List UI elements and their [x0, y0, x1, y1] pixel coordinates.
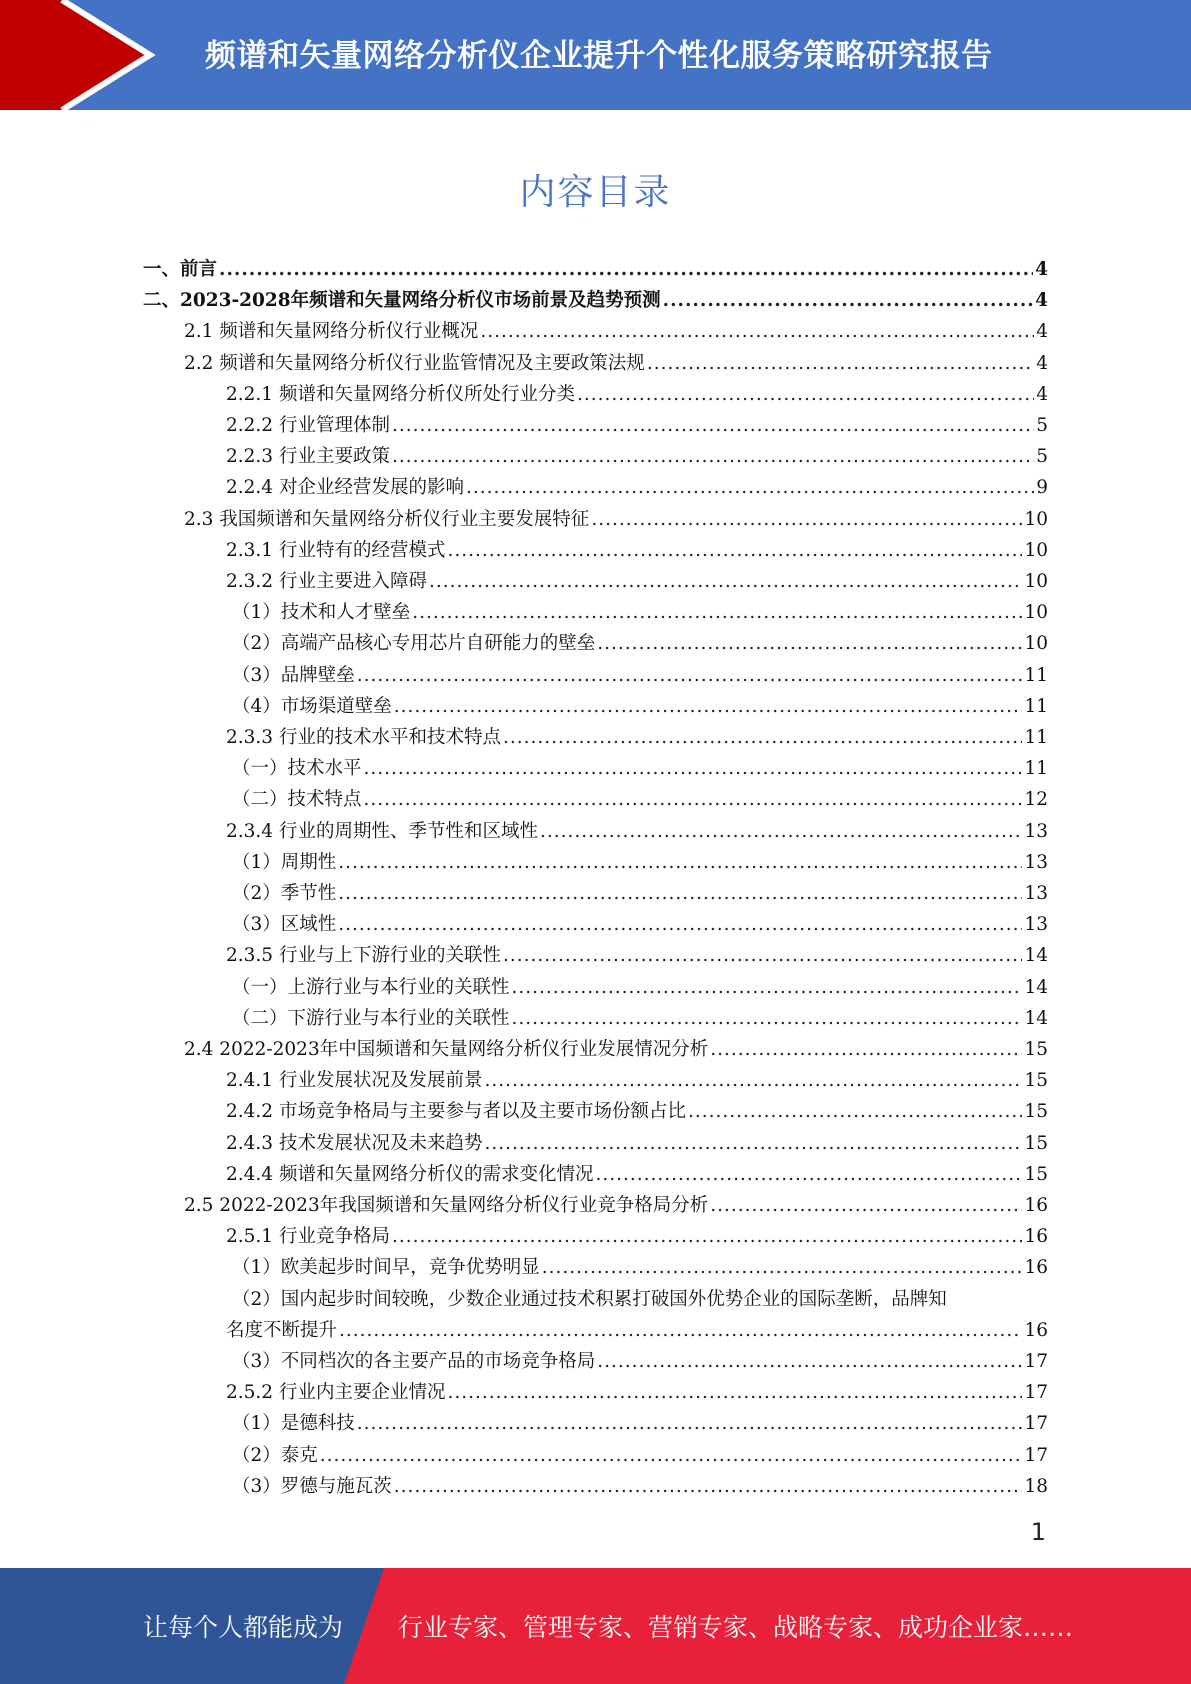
toc-page-number: 4: [1035, 290, 1048, 312]
toc-entry-text: 2.4.3 技术发展状况及未来趋势: [226, 1132, 483, 1154]
toc-dot-leader: [364, 753, 1023, 784]
toc-entry-text: 2.2.4 对企业经营发展的影响: [226, 477, 464, 499]
toc-dot-leader: [219, 254, 1033, 285]
toc-page-number: 9: [1036, 477, 1048, 499]
toc-dot-leader: [597, 628, 1022, 659]
toc-dot-leader: [663, 285, 1033, 316]
toc-dot-leader: [577, 379, 1034, 410]
toc-entry[interactable]: [226, 566, 1048, 597]
toc-page-number: 15: [1024, 1070, 1048, 1092]
toc-entry-text: （一）上游行业与本行业的关联性: [232, 976, 510, 998]
toc-dot-leader: [710, 1034, 1022, 1065]
toc-page-number: 14: [1024, 1007, 1048, 1029]
toc-entry-text: 2.1 频谱和矢量网络分析仪行业概况: [184, 321, 479, 343]
toc-entry-text: （2）国内起步时间较晚，少数企业通过技术积累打破国外优势企业的国际垄断，品牌知: [232, 1288, 947, 1310]
toc-page-number: 5: [1036, 415, 1048, 436]
toc-entry-text: （3）不同档次的各主要产品的市场竞争格局: [232, 1351, 596, 1372]
toc-entry-text: 二、2023-2028年频谱和矢量网络分析仪市场前景及趋势预测: [143, 290, 661, 312]
toc-entry[interactable]: [232, 972, 1048, 1003]
toc-page-number: 11: [1024, 695, 1048, 717]
toc-dot-leader: [480, 316, 1034, 347]
toc-page-number: 15: [1024, 1132, 1048, 1154]
toc-entry-text: （1）欧美起步时间早，竞争优势明显: [232, 1257, 540, 1279]
toc-dot-leader: [364, 784, 1023, 815]
toc-dot-leader: [447, 1377, 1022, 1408]
toc-entry-text: 2.4 2022-2023年中国频谱和矢量网络分析仪行业发展情况分析: [184, 1039, 709, 1060]
toc-page-number: 11: [1024, 727, 1048, 748]
toc-page-number: 4: [1036, 321, 1048, 343]
toc-page-number: 13: [1024, 883, 1048, 904]
toc-entry-text: 2.3.3 行业的技术水平和技术特点: [226, 727, 501, 748]
toc-page-number: 18: [1024, 1475, 1048, 1497]
toc-dot-leader: [595, 1159, 1022, 1190]
toc-dot-leader: [540, 816, 1022, 847]
toc-entry-text: 2.2.2 行业管理体制: [226, 415, 390, 436]
toc-entry-text: （2）季节性: [232, 883, 337, 904]
page-number: 1: [1030, 1518, 1046, 1546]
toc-page-number: 15: [1024, 1039, 1048, 1060]
toc-dot-leader: [647, 348, 1034, 379]
toc-page-number: 16: [1024, 1257, 1048, 1279]
toc-entry[interactable]: [226, 472, 1048, 503]
toc-dot-leader: [688, 1096, 1022, 1127]
toc-dot-leader: [512, 972, 1023, 1003]
header-bar: [0, 0, 1191, 110]
toc-page-number: 4: [1035, 259, 1048, 280]
toc-entry-text: 2.4.4 频谱和矢量网络分析仪的需求变化情况: [226, 1163, 594, 1185]
toc-dot-leader: [392, 410, 1034, 441]
toc-dot-leader: [710, 1190, 1022, 1221]
toc-page-number: 10: [1024, 602, 1048, 624]
toc-entry-text: 2.5 2022-2023年我国频谱和矢量网络分析仪行业竞争格局分析: [184, 1195, 709, 1216]
toc-entry[interactable]: [184, 1034, 1048, 1065]
toc-entry[interactable]: [226, 1315, 1048, 1346]
toc-dot-leader: [357, 1408, 1023, 1439]
toc-entry[interactable]: [226, 1159, 1048, 1190]
toc-page-number: 10: [1024, 539, 1048, 561]
toc-entry[interactable]: [232, 784, 1048, 815]
toc-dot-leader: [339, 1315, 1022, 1346]
toc-page-number: 15: [1024, 1101, 1048, 1123]
toc-entry-text: （1）技术和人才壁垒: [232, 602, 411, 624]
toc-dot-leader: [392, 441, 1034, 472]
toc-page-number: 17: [1024, 1351, 1048, 1372]
toc-dot-leader: [394, 1471, 1023, 1502]
toc-entry[interactable]: [226, 1128, 1048, 1159]
toc-entry-text: 2.4.2 市场竞争格局与主要参与者以及主要市场份额占比: [226, 1101, 686, 1123]
toc-entry[interactable]: [226, 940, 1048, 971]
toc-entry[interactable]: [226, 1065, 1048, 1096]
toc-page-number: 11: [1024, 758, 1048, 780]
toc-page-number: 17: [1024, 1444, 1048, 1466]
toc-entry[interactable]: [226, 722, 1048, 753]
toc-dot-leader: [338, 878, 1022, 909]
report-title: 频谱和矢量网络分析仪企业提升个性化服务策略研究报告: [205, 38, 993, 74]
toc-dot-leader: [338, 909, 1022, 940]
toc-page-number: 15: [1024, 1163, 1048, 1185]
toc-dot-leader: [484, 1065, 1022, 1096]
toc-page-number: 10: [1024, 571, 1048, 592]
toc-entry[interactable]: [226, 1377, 1048, 1408]
toc-entry[interactable]: [232, 1346, 1048, 1377]
toc-entry-text: （3）罗德与施瓦茨: [232, 1475, 392, 1497]
toc-entry-text: （4）市场渠道壁垒: [232, 695, 392, 717]
toc-entry[interactable]: [226, 1221, 1048, 1252]
footer-slogan-left: 让每个人都能成为: [143, 1613, 344, 1642]
toc-entry-text: 2.2 频谱和矢量网络分析仪行业监管情况及主要政策法规: [184, 352, 645, 374]
toc-page-number: 14: [1024, 976, 1048, 998]
toc-entry[interactable]: [226, 535, 1048, 566]
toc-dot-leader: [503, 722, 1022, 753]
toc-page-number: 16: [1024, 1319, 1048, 1341]
toc-page-number: 13: [1024, 851, 1048, 873]
toc-entry[interactable]: [232, 753, 1048, 784]
toc-entry-text: （3）区域性: [232, 914, 337, 936]
toc-entry[interactable]: [232, 847, 1048, 878]
toc-entry-text: 2.5.1 行业竞争格局: [226, 1226, 390, 1248]
toc-dot-leader: [512, 1003, 1023, 1034]
toc-page-number: 5: [1036, 446, 1048, 468]
toc-entry[interactable]: [232, 1471, 1048, 1502]
toc-entry[interactable]: [226, 410, 1048, 441]
toc-entry-text: （一）技术水平: [232, 758, 362, 780]
toc-page-number: 14: [1024, 945, 1048, 967]
toc-entry[interactable]: [232, 660, 1048, 691]
toc-entry-text: （二）下游行业与本行业的关联性: [232, 1007, 510, 1029]
toc-entry-text: 2.3 我国频谱和矢量网络分析仪行业主要发展特征: [184, 508, 590, 530]
toc-entry-text: （2）高端产品核心专用芯片自研能力的壁垒: [232, 633, 596, 655]
toc-entry[interactable]: [232, 628, 1048, 659]
toc-entry[interactable]: [232, 691, 1048, 722]
toc-page-number: 12: [1024, 789, 1048, 811]
toc-page-number: 17: [1024, 1382, 1048, 1404]
toc-dot-leader: [484, 1128, 1022, 1159]
toc-page-number: 16: [1024, 1226, 1048, 1248]
toc-heading: 内容目录: [519, 172, 672, 213]
toc-entry[interactable]: [226, 379, 1048, 410]
header-red-arrow: [0, 0, 150, 110]
toc-entry-text: 2.3.2 行业主要进入障碍: [226, 571, 427, 592]
toc-entry-text: 名度不断提升: [226, 1319, 338, 1341]
toc-entry[interactable]: [226, 441, 1048, 472]
toc-dot-leader: [338, 847, 1022, 878]
toc-entry[interactable]: [184, 348, 1048, 379]
toc-entry-text: 2.4.1 行业发展状况及发展前景: [226, 1070, 483, 1092]
toc-page-number: 10: [1024, 633, 1048, 655]
toc-dot-leader: [394, 691, 1023, 722]
toc-entry-text: （二）技术特点: [232, 789, 362, 811]
toc-entry[interactable]: [232, 1408, 1048, 1439]
toc-dot-leader: [466, 472, 1034, 503]
toc-entry-text: 2.5.2 行业内主要企业情况: [226, 1382, 446, 1404]
toc-page-number: 4: [1036, 352, 1048, 374]
toc-page-number: 13: [1024, 914, 1048, 936]
toc-page-number: 16: [1024, 1195, 1048, 1216]
toc-entry-text: 2.3.1 行业特有的经营模式: [226, 539, 446, 561]
toc-entry-text: 2.2.1 频谱和矢量网络分析仪所处行业分类: [226, 383, 575, 405]
toc-dot-leader: [412, 597, 1022, 628]
toc-entry[interactable]: [232, 878, 1048, 909]
toc-entry[interactable]: [143, 285, 1048, 316]
toc-dot-leader: [357, 660, 1023, 691]
toc-dot-leader: [542, 1252, 1023, 1283]
toc-entry-text: （1）是德科技: [232, 1413, 355, 1435]
toc-entry[interactable]: [184, 1190, 1048, 1221]
toc-entry[interactable]: [184, 504, 1048, 535]
toc-entry[interactable]: [232, 1003, 1048, 1034]
toc-dot-leader: [447, 535, 1022, 566]
toc-entry[interactable]: [226, 1096, 1048, 1127]
toc-dot-leader: [320, 1440, 1023, 1471]
toc-entry[interactable]: [232, 909, 1048, 940]
toc-dot-leader: [597, 1346, 1022, 1377]
footer-bar: [0, 1568, 1191, 1684]
toc-entry-text: 一、前言: [143, 259, 218, 280]
toc-entry[interactable]: [226, 816, 1048, 847]
toc-page-number: 13: [1024, 820, 1048, 842]
toc-dot-leader: [392, 1221, 1022, 1252]
toc-page-number: 10: [1024, 508, 1048, 530]
toc-entry[interactable]: [232, 1252, 1048, 1283]
toc-dot-leader: [503, 940, 1022, 971]
footer-slogan-right: 行业专家、管理专家、营销专家、战略专家、成功企业家……: [398, 1613, 1074, 1642]
toc-entry-text: （1）周期性: [232, 851, 337, 873]
toc-entry[interactable]: [143, 254, 1048, 285]
toc-dot-leader: [429, 566, 1022, 597]
toc-entry[interactable]: [232, 1440, 1048, 1471]
toc-entry-text: 2.3.4 行业的周期性、季节性和区域性: [226, 820, 538, 842]
toc-page-number: 11: [1024, 664, 1048, 686]
toc-page-number: 17: [1024, 1413, 1048, 1435]
toc-entry-text: （3）品牌壁垒: [232, 664, 355, 686]
toc-page-number: 4: [1036, 383, 1048, 405]
toc-entry[interactable]: [184, 316, 1048, 347]
toc-dot-leader: [591, 504, 1022, 535]
toc-entry-text: （2）泰克: [232, 1444, 318, 1466]
toc-entry-text: 2.2.3 行业主要政策: [226, 446, 390, 468]
toc-entry-text: 2.3.5 行业与上下游行业的关联性: [226, 945, 501, 967]
toc-entry[interactable]: [232, 597, 1048, 628]
